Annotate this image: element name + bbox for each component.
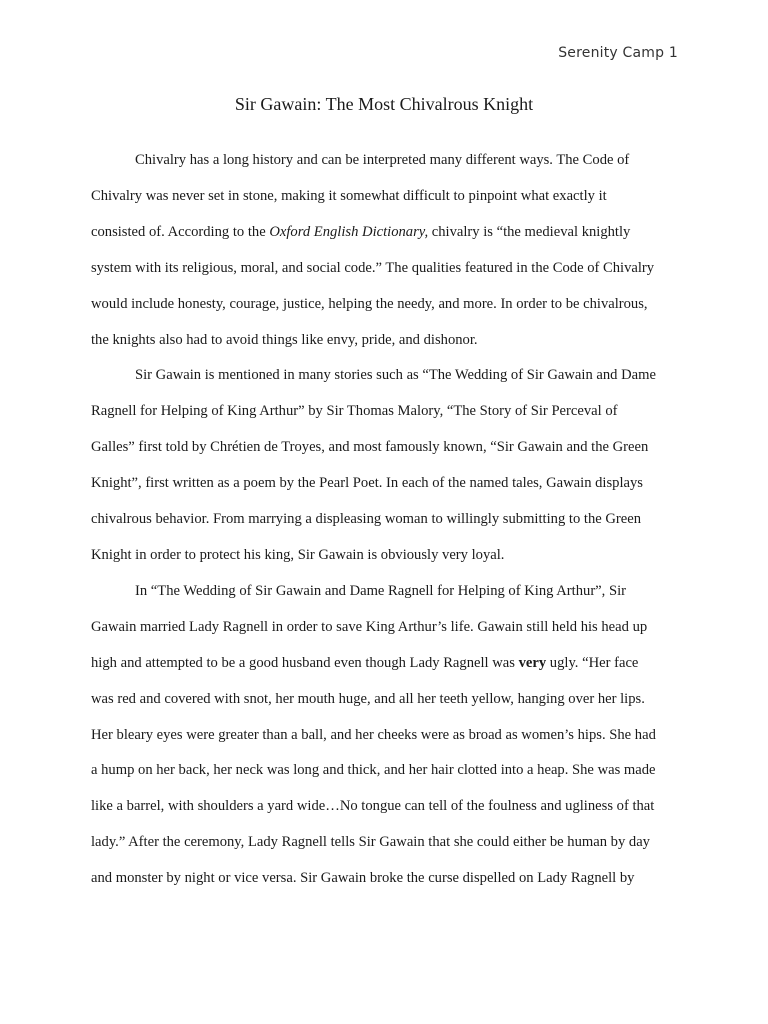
text-line: Galles” first told by Chrétien de Troyes, and most famously known, “Sir Gawain and the Green [91, 439, 649, 456]
text-segment: consisted of. According to the [91, 223, 270, 240]
text-segment: chivalry is “the medieval knightly [428, 223, 631, 240]
text-line: lady.” After the ceremony, Lady Ragnell tells Sir Gawain that she could either be human by day [91, 834, 650, 851]
text-line [91, 646, 677, 682]
text-line: a hump on her back, her neck was long and thick, and her hair clotted into a heap. She was made [91, 762, 656, 779]
paragraph-1 [91, 143, 677, 358]
emphasis-bold: very [518, 654, 547, 671]
text-line: Chivalry has a long history and can be interpreted many different ways. The Code of [135, 152, 630, 168]
text-line: Ragnell for Helping of King Arthur” by Sir Thomas Malory, “The Story of Sir Perceval of [91, 403, 618, 420]
running-header: Serenity Camp 1 [558, 45, 678, 61]
text-line: Chivalry was never set in stone, making it somewhat difficult to pinpoint what exactly it [91, 187, 607, 204]
text-line: chivalrous behavior. From marrying a displeasing woman to willingly submitting to the Green [91, 511, 642, 528]
book-title: Oxford English Dictionary, [269, 223, 429, 240]
paragraph-2 [91, 358, 677, 573]
text-line: Her bleary eyes were greater than a ball, and her cheeks were as broad as women’s hips. She had [91, 726, 656, 743]
text-line [91, 215, 677, 251]
text-line: was red and covered with snot, her mouth huge, and all her teeth yellow, hanging over her lips. [91, 690, 645, 707]
text-line: and monster by night or vice versa. Sir Gawain broke the curse dispelled on Lady Ragnell by [91, 870, 635, 887]
text-segment: high and attempted to be a good husband even though Lady Ragnell was [91, 654, 519, 671]
text-line: would include honesty, courage, justice, helping the needy, and more. In order to be chivalrous, [91, 295, 648, 312]
text-line: Knight”, first written as a poem by the Pearl Poet. In each of the named tales, Gawain displays [91, 475, 643, 492]
text-line: like a barrel, with shoulders a yard wide…No tongue can tell of the foulness and ugliness of that [91, 798, 655, 815]
text-line: Gawain married Lady Ragnell in order to save King Arthur’s life. Gawain still held his head up [91, 618, 648, 635]
text-segment: ugly. “Her face [546, 654, 639, 671]
paragraph-3 [91, 574, 677, 897]
document-body [91, 143, 677, 897]
text-line: the knights also had to avoid things like envy, pride, and dishonor. [91, 331, 478, 348]
text-line: system with its religious, moral, and social code.” The qualities featured in the Code of Chivalry [91, 259, 655, 276]
text-line: In “The Wedding of Sir Gawain and Dame Ragnell for Helping of King Arthur”, Sir [135, 582, 626, 599]
page-title: Sir Gawain: The Most Chivalrous Knight [234, 94, 534, 114]
text-line: Knight in order to protect his king, Sir Gawain is obviously very loyal. [91, 546, 505, 563]
text-line: Sir Gawain is mentioned in many stories such as “The Wedding of Sir Gawain and Dame [135, 367, 656, 384]
